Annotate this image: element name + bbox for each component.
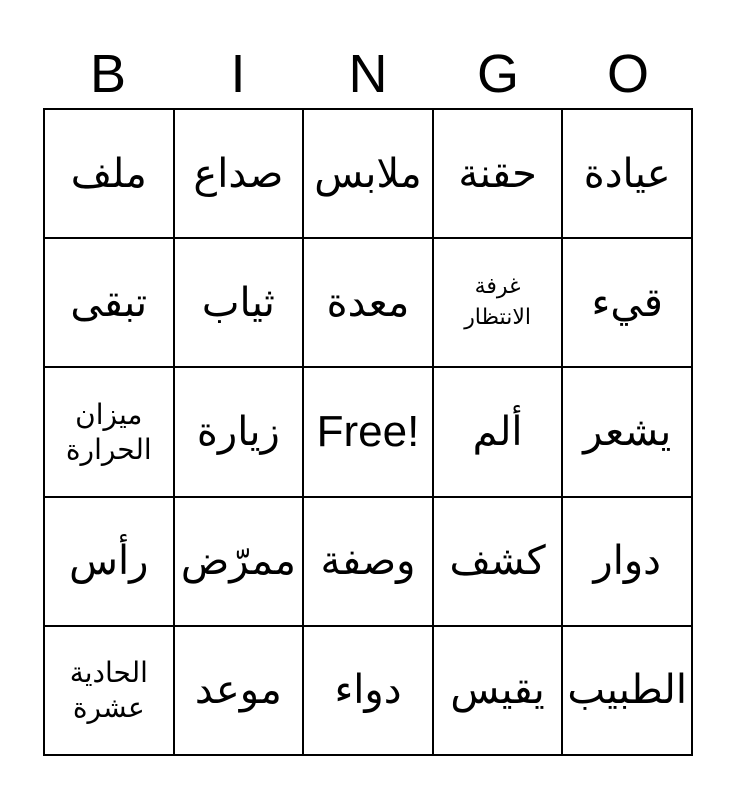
bingo-cell[interactable]: [562, 367, 692, 496]
bingo-cell[interactable]: [562, 238, 692, 367]
bingo-cell[interactable]: [174, 109, 304, 238]
cell-text: كشف: [449, 538, 546, 585]
cell-text: ملف: [70, 150, 147, 197]
bingo-cell[interactable]: [44, 109, 174, 238]
bingo-cell[interactable]: [303, 497, 433, 626]
cell-text: زيارة: [196, 408, 280, 455]
bingo-board: [43, 108, 693, 756]
header-letter-g: G: [476, 44, 519, 104]
bingo-header: [43, 40, 693, 108]
cell-text: رأس: [69, 538, 149, 585]
cell-text: تبقى: [70, 279, 148, 326]
free-space-label: Free!: [316, 406, 420, 456]
bingo-cell[interactable]: [44, 367, 174, 496]
bingo-cell[interactable]: [44, 497, 174, 626]
bingo-cell[interactable]: [562, 626, 692, 755]
bingo-cell[interactable]: [174, 238, 304, 367]
bingo-cell[interactable]: [303, 109, 433, 238]
cell-text: ملابس: [314, 150, 422, 197]
header-letter-i: I: [230, 44, 246, 104]
bingo-cell[interactable]: [174, 497, 304, 626]
header-letter-n: N: [348, 44, 388, 104]
cell-text: معدة: [326, 279, 410, 326]
bingo-cell[interactable]: [433, 626, 563, 755]
cell-text: وصفة: [320, 538, 416, 585]
cell-text: موعد: [194, 667, 282, 714]
header-letter-b: B: [89, 44, 127, 104]
cell-text: يقيس: [450, 667, 545, 714]
cell-text: الحادية عشرة: [69, 656, 148, 725]
bingo-cell[interactable]: [303, 238, 433, 367]
bingo-cell[interactable]: [174, 367, 304, 496]
bingo-cell[interactable]: [44, 626, 174, 755]
cell-text: يشعر: [583, 408, 672, 455]
cell-text: قيء: [591, 279, 663, 326]
bingo-cell[interactable]: [433, 497, 563, 626]
cell-text: عيادة: [583, 150, 671, 197]
cell-text: ممرّض: [180, 538, 296, 585]
cell-text: الطبيب: [567, 667, 687, 714]
header-letter-o: O: [606, 44, 649, 104]
bingo-cell[interactable]: [562, 109, 692, 238]
cell-text: دواء: [334, 667, 402, 714]
cell-text: دوار: [593, 538, 661, 585]
cell-text: حقنة: [458, 150, 537, 197]
bingo-cell[interactable]: [174, 626, 304, 755]
cell-text: ميزان الحرارة: [65, 397, 152, 466]
free-space-cell[interactable]: [303, 367, 433, 496]
bingo-cell[interactable]: [433, 367, 563, 496]
cell-text: ألم: [472, 408, 523, 455]
cell-text: غرفة الانتظار: [464, 273, 531, 330]
bingo-cell[interactable]: [433, 109, 563, 238]
bingo-cell[interactable]: [562, 497, 692, 626]
bingo-cell[interactable]: [44, 238, 174, 367]
cell-text: ثياب: [201, 279, 275, 326]
bingo-cell[interactable]: [433, 238, 563, 367]
bingo-cell[interactable]: [303, 626, 433, 755]
cell-text: صداع: [193, 150, 284, 197]
